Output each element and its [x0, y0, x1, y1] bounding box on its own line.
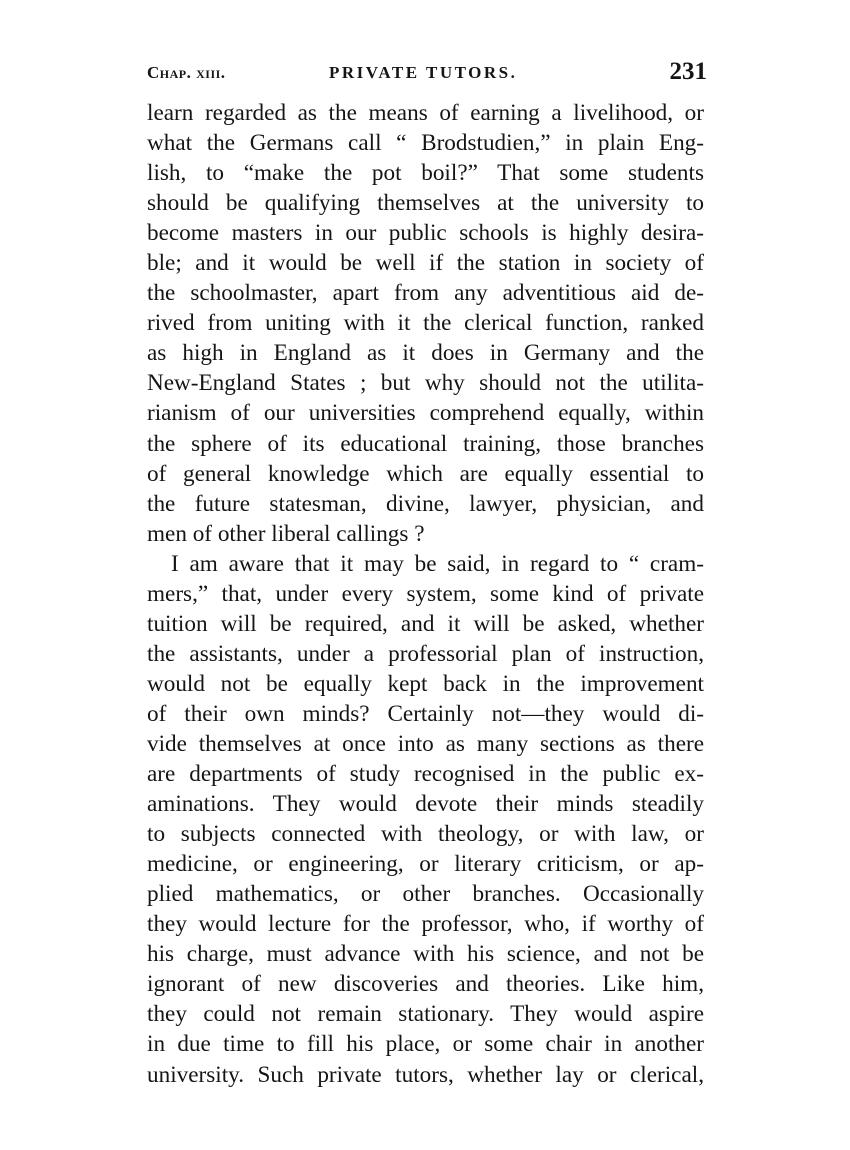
body-text [147, 98, 704, 1090]
text-line: mers,” that, under every system, some kind of private [147, 580, 704, 607]
running-head [147, 58, 707, 92]
text-line: are departments of study recognised in the public ex- [147, 761, 704, 788]
text-line: become masters in our public schools is highly desira- [147, 220, 704, 247]
text-line: vide themselves at once into as many sections as there [147, 730, 704, 757]
text-line: his charge, must advance with his science, and not be [147, 941, 704, 968]
text-line: the future statesman, divine, lawyer, physician, and [147, 490, 704, 517]
text-line: I am aware that it may be said, in regard to “ cram- [171, 550, 704, 577]
text-line: plied mathematics, or other branches. Occasionally [147, 881, 704, 908]
text-line: aminations. They would devote their minds steadily [147, 791, 704, 818]
text-line: would not be equally kept back in the improvement [147, 670, 704, 697]
text-line: they could not remain stationary. They would aspire [147, 1001, 704, 1028]
text-line: lish, to “make the pot boil?” That some students [147, 160, 704, 187]
text-line: of general knowledge which are equally essential to [147, 460, 704, 487]
text-line: university. Such private tutors, whether lay or clerical, [147, 1061, 704, 1088]
text-line: as high in England as it does in Germany and the [147, 340, 704, 367]
text-line: ignorant of new discoveries and theories. Like him, [147, 971, 704, 998]
text-line: should be qualifying themselves at the university to [147, 190, 704, 217]
text-line: New-England States ; but why should not the utilita- [147, 370, 704, 397]
text-line: ble; and it would be well if the station in society of [147, 250, 704, 277]
text-line: the schoolmaster, apart from any adventitious aid de- [147, 280, 704, 307]
text-line: to subjects connected with theology, or with law, or [147, 821, 704, 848]
chapter-label: Chap. xiii. [147, 63, 226, 82]
text-line: in due time to fill his place, or some chair in another [147, 1031, 704, 1058]
text-line: learn regarded as the means of earning a livelihood, or [147, 100, 704, 126]
text-line: tuition will be required, and it will be asked, whether [147, 610, 704, 637]
text-line: rived from uniting with it the clerical function, ranked [147, 310, 704, 337]
text-line: rianism of our universities comprehend equally, within [147, 400, 704, 427]
text-line: of their own minds? Certainly not—they would di- [147, 700, 704, 727]
text-line: what the Germans call “ Brodstudien,” in plain Eng- [147, 130, 704, 157]
text-line: the assistants, under a professorial plan of instruction, [147, 640, 704, 667]
text-line: medicine, or engineering, or literary criticism, or ap- [147, 851, 704, 878]
text-line: they would lecture for the professor, who, if worthy of [147, 911, 704, 938]
text-line: the sphere of its educational training, those branches [147, 430, 704, 457]
running-title: PRIVATE TUTORS. [329, 63, 518, 82]
text-line: men of other liberal callings ? [147, 520, 425, 547]
page-number: 231 [669, 58, 707, 85]
